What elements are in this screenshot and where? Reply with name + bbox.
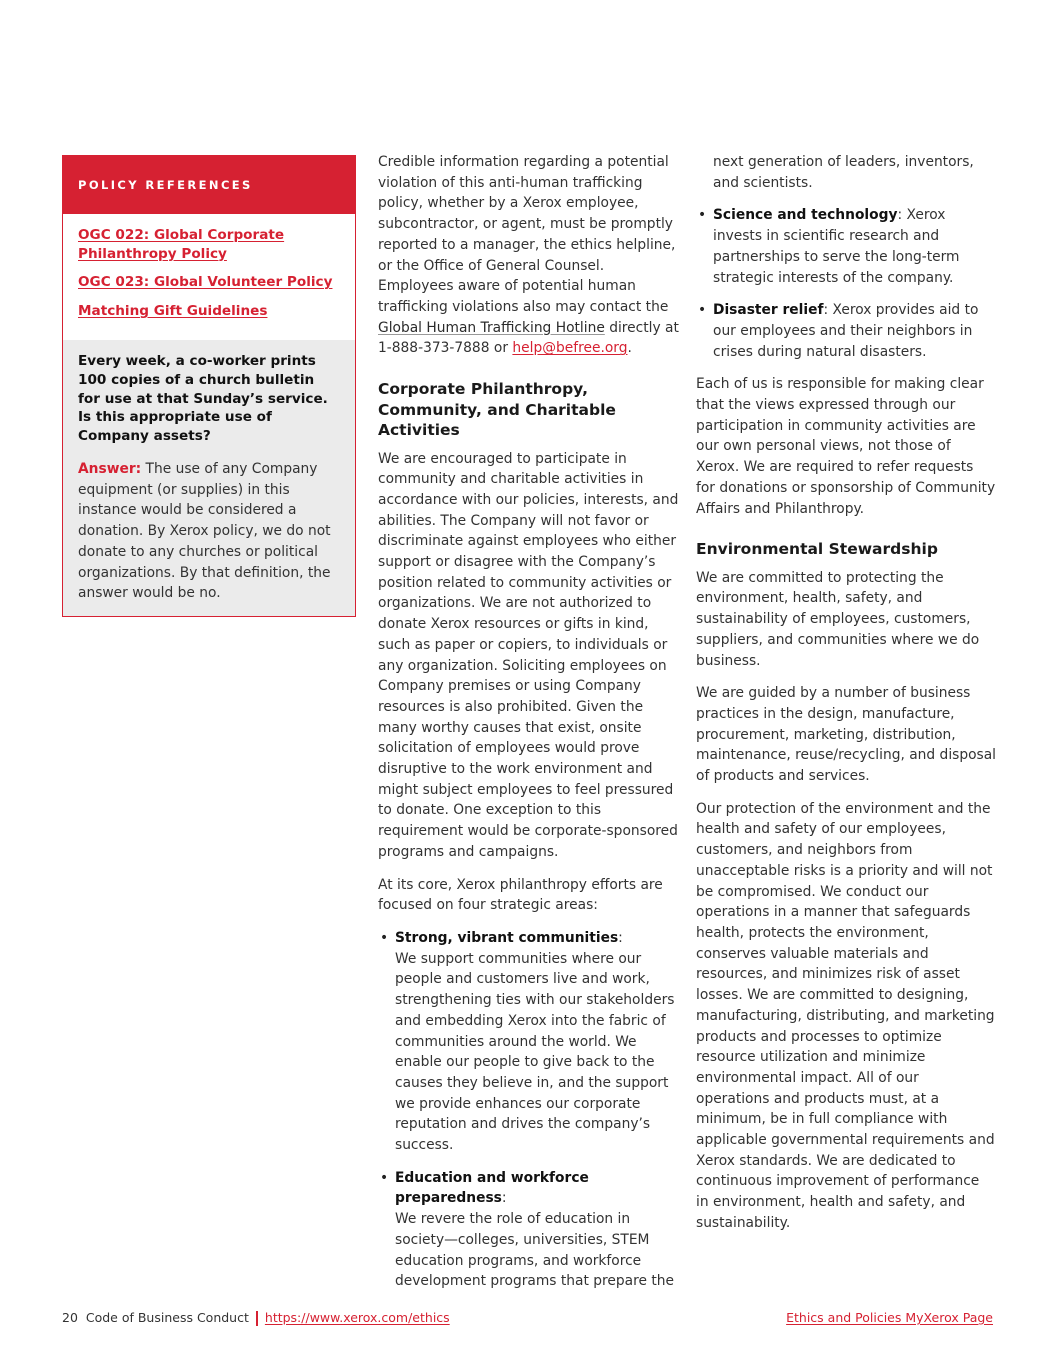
bullet-title: Disaster relief (713, 302, 824, 319)
philanthropy-paragraph: We are encouraged to participate in community and charitable activities in accordance with our policies, interests, and abilities. The Company will not favor or discriminate against employees who either support or disagree with the Company’s position related to community activities or organizations. We are not authorized to donate Xerox resources or gifts in kind, such as paper or copiers, to individuals or any organization. Soliciting employees on Company premises or using Company resources is also prohibited. Given the many worthy causes that exist, onsite solicitation of employees would prove disruptive to the work environment and might subject employees to feel pressured to donate. One exception to this requirement would be corporate-sponsored programs and campaigns. (378, 450, 679, 860)
ogc-022-link[interactable]: OGC 022: Global Corporate Philanthropy Policy (78, 227, 285, 262)
period-text: . (627, 340, 632, 357)
philanthropy-heading: Corporate Philanthropy, Community, and Charitable Activities (378, 380, 616, 440)
page-number: 20 (62, 1310, 78, 1325)
list-item (696, 300, 996, 362)
document-title: Code of Business Conduct (85, 1310, 249, 1325)
qa-box (63, 340, 355, 616)
ethics-url-link[interactable]: https://www.xerox.com/ethics (264, 1310, 450, 1325)
footer-divider (256, 1311, 258, 1326)
bullet-text: We support communities where our people and customers live and work, strengthening ties with our stakeholders and embedding Xerox into the fabric of communities around the world. We enable our people to give back to the causes they believe in, and the support we provide enhances our corporate reputation and drives the company’s success. (395, 950, 675, 1154)
environment-paragraph-3: Our protection of the environment and the health and safety of our employees, customers, and neighbors from unacceptable risks is a priority and will not be compromised. We conduct our operations in a manner that safeguards health, protects the environment, conserves valuable materials and resources, and minimizes risk of asset losses. We are committed to designing, manufacturing, distributing, and marketing products and processes to optimize resource utilization and minimize environmental impact. All of our operations and products must, at a minimum, be in full compliance with applicable governmental requirements and Xerox standards. We are dedicated to continuous improvement of performance in environment, health and safety, and sustainability. (696, 800, 995, 1231)
policy-references-header: POLICY REFERENCES (63, 156, 355, 214)
list-item: • Strong, vibrant communities: We support communities where our people and customers live and work, strengthening ties with our stakeholders and embedding Xerox into the fabric of communities around the world. We enable our people to give back to the causes they believe in, and the support we provide enhances our corporate reputation and drives the company’s success. (378, 928, 680, 1156)
hotline-link[interactable]: Global Human Trafficking Hotline (378, 319, 605, 336)
answer-text: The use of any Company equipment (or supplies) in this instance would be considered a donation. By Xerox policy, we do not donate to any churches or political organizations. By that definition, the answer would be no. (78, 460, 331, 602)
trafficking-text: Credible information regarding a potential violation of this anti-human trafficking policy, whether by a Xerox employee, subcontractor, or agent, must be promptly reported to a manager, the ethics helpline, or the Office of General Counsel. Employees aware of potential human trafficking violations also may contact the (378, 154, 676, 315)
strategic-areas-list (378, 928, 680, 1292)
hotline-phone-text: directly at 1-888-373-7888 or (378, 319, 679, 357)
bullet-title: Strong, vibrant communities (395, 930, 619, 946)
trafficking-paragraph (378, 152, 680, 359)
bullet-title: Science and technology (713, 207, 898, 224)
bullet-continuation: next generation of leaders, inventors, and scientists. (713, 154, 974, 191)
list-item (696, 205, 996, 288)
qa-question: Every week, a co-worker prints 100 copies of a church bulletin for use at that Sunday’s service. Is this appropriate use of Company assets? (78, 353, 328, 445)
email-link[interactable]: help@befree.org (512, 340, 628, 357)
footer-left (62, 1310, 450, 1326)
bullet-text: : Xerox invests in scientific research and partnerships to serve the long-term strategic interests of the company. (713, 207, 960, 286)
myxerox-page-link[interactable]: Ethics and Policies MyXerox Page (786, 1310, 993, 1325)
environmental-heading: Environmental Stewardship (696, 540, 938, 559)
environment-paragraph-2: We are guided by a number of business practices in the design, manufacture, procurement, marketing, distribution, maintenance, reuse/recycling, and disposal of products and services. (696, 685, 997, 785)
environment-paragraph-1: We are committed to protecting the environment, health, safety, and sustainability of employees, customers, suppliers, and communities where we do business. (696, 569, 980, 669)
right-column (696, 152, 996, 1246)
bullet-title: Education and workforce preparedness (395, 1169, 589, 1207)
answer-label: Answer: (78, 460, 142, 477)
personal-views-paragraph: Each of us is responsible for making clear that the views expressed through our participation in community activities are our own personal views, not those of Xerox. We are required to refer requests for donations or sponsorship of Community Affairs and Philanthropy. (696, 376, 996, 517)
strategic-areas-paragraph: At its core, Xerox philanthropy efforts are focused on four strategic areas: (378, 876, 663, 914)
footer-right (786, 1310, 993, 1325)
bullet-text: We revere the role of education in society—colleges, universities, STEM education programs, and workforce development programs that prepare the (395, 1211, 674, 1290)
strategic-areas-list-cont (696, 205, 996, 362)
matching-gift-link[interactable]: Matching Gift Guidelines (78, 302, 268, 319)
policy-links (63, 214, 355, 340)
policy-references-panel (62, 155, 356, 617)
bullet-text: : Xerox provides aid to our employees and their neighbors in crises during natural disasters. (713, 302, 979, 360)
middle-column (378, 152, 680, 1304)
list-item: • Education and workforce preparedness: We revere the role of education in society—colleges, universities, STEM education programs, and workforce development programs that prepare the (378, 1168, 680, 1292)
ogc-023-link[interactable]: OGC 023: Global Volunteer Policy (78, 274, 333, 290)
qa-answer (78, 459, 340, 604)
